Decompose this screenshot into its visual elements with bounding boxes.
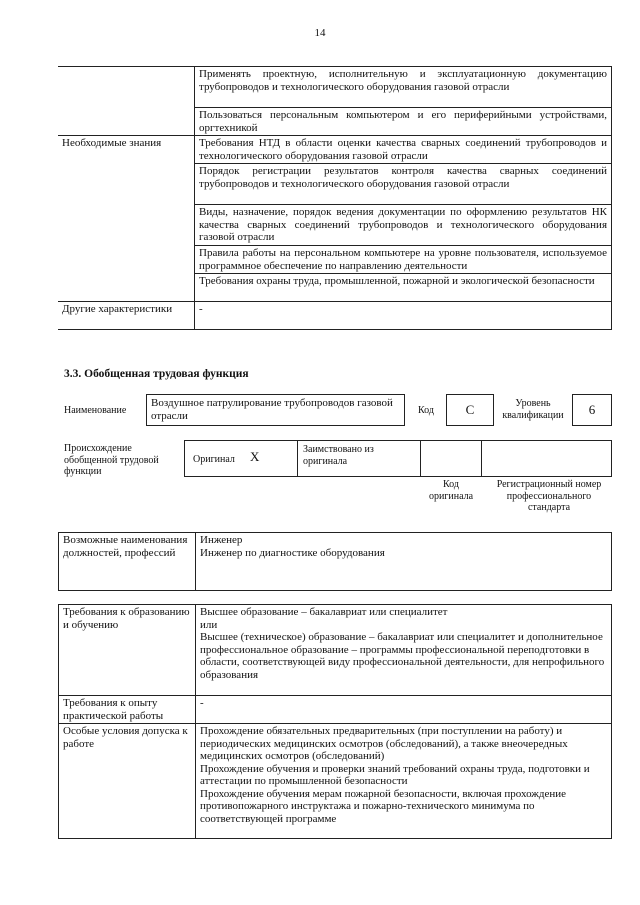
requirements-table bbox=[58, 604, 612, 839]
list-item: Требования охраны труда, промышленной, пожарной и экологической безопасности bbox=[195, 274, 612, 302]
list-item: Правила работы на персональном компьютере на уровне пользователя, используемое программное обеспечение по направлению деятельности bbox=[195, 246, 612, 274]
original-label: Оригинал bbox=[193, 454, 235, 465]
requirement-label: Требования к образованию и обучению bbox=[59, 605, 196, 696]
name-label: Наименование bbox=[64, 405, 127, 416]
requirement-item: Прохождение обучения и проверки знаний требований охраны труда, подготовки и аттестации по промышленной безопасности bbox=[200, 762, 590, 787]
original-cell bbox=[184, 440, 298, 477]
origin-label: Происхождение обобщенной трудовой функции bbox=[64, 443, 159, 477]
code-original-caption: Код оригинала bbox=[428, 479, 474, 502]
level-box bbox=[572, 394, 612, 426]
code-original-cell bbox=[420, 440, 482, 477]
requirement-item: Прохождение обучения мерам пожарной безопасности, включая прохождение противопожарного инструктажа и пожарно-технического минимума по соответствующей программе bbox=[200, 787, 567, 825]
reg-number-cell bbox=[481, 440, 612, 477]
list-item: Порядок регистрации результатов контроля качества сварных соединений трубопроводов и технологического оборудования газовой отрасли bbox=[195, 164, 612, 205]
original-mark: X bbox=[250, 449, 260, 464]
borrowed-cell bbox=[297, 440, 421, 477]
requirement-label: Особые условия допуска к работе bbox=[59, 724, 196, 839]
table-row-label: Необходимые знания bbox=[58, 136, 195, 302]
gtf-name-value: Воздушное патрулирование трубопроводов газовой отрасли bbox=[151, 397, 393, 422]
position-item: Инженер bbox=[200, 534, 243, 546]
page-number: 14 bbox=[314, 27, 326, 39]
positions-label: Возможные наименования должностей, профессий bbox=[59, 533, 196, 591]
requirement-label: Требования к опыту практической работы bbox=[59, 696, 196, 724]
code-value: C bbox=[465, 402, 475, 417]
table-row-label bbox=[58, 67, 195, 136]
list-item: - bbox=[195, 302, 612, 330]
positions-table bbox=[58, 532, 612, 591]
requirement-item: Прохождение обязательных предварительных (при поступлении на работу) и периодических медицинских осмотров (обследований), а также внеочередных медицинских осмотров (обследований) bbox=[200, 725, 568, 762]
knowledge-table bbox=[58, 66, 612, 330]
table-row-label: Другие характеристики bbox=[58, 302, 195, 330]
borrowed-label: Заимствовано из оригинала bbox=[303, 444, 374, 467]
list-item: Применять проектную, исполнительную и эксплуатационную документацию трубопроводов и технологического оборудования газовой отрасли bbox=[195, 67, 612, 108]
requirement-item: Высшее (техническое) образование – бакалавриат или специалитет и дополнительное профессиональное образование – программы профессиональной переподготовки в области, соответствующей виду профессиональной деятельности, для непрофильного образования bbox=[200, 631, 605, 681]
code-label: Код bbox=[418, 405, 434, 416]
list-item: Требования НТД в области оценки качества сварных соединений трубопроводов и технологического оборудования газовой отрасли bbox=[195, 136, 612, 164]
level-value: 6 bbox=[588, 402, 596, 417]
gtf-name-box bbox=[146, 394, 405, 426]
level-label: Уровень квалификации bbox=[502, 398, 564, 421]
reg-number-caption: Регистрационный номер профессионального стандарта bbox=[496, 479, 602, 513]
list-item: Виды, назначение, порядок ведения документации по оформлению результатов НК качества сварных соединений трубопроводов и технологического оборудования газовой отрасли bbox=[195, 205, 612, 246]
requirement-item: или bbox=[200, 618, 218, 631]
requirement-item: - bbox=[196, 696, 612, 724]
list-item: Пользоваться персональным компьютером и его периферийными устройствами, оргтехникой bbox=[195, 108, 612, 136]
code-box bbox=[446, 394, 494, 426]
position-item: Инженер по диагностике оборудования bbox=[200, 546, 385, 559]
requirement-item: Высшее образование – бакалавриат или специалитет bbox=[200, 606, 448, 618]
section-heading: 3.3. Обобщенная трудовая функция bbox=[64, 368, 249, 380]
